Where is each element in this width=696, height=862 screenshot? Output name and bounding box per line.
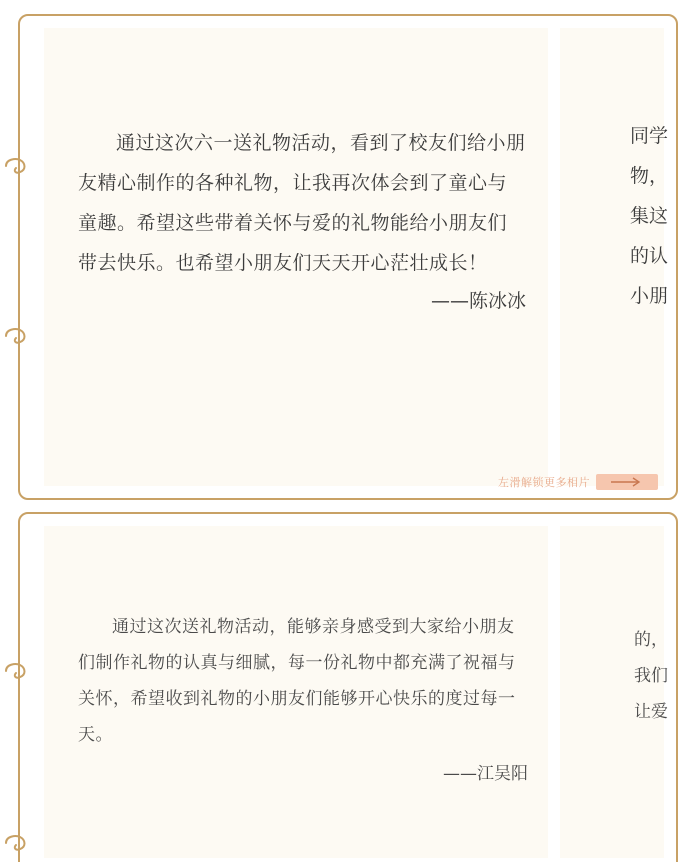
swipe-hint[interactable] <box>498 474 658 490</box>
preview-line: 物， <box>629 165 668 187</box>
next-card-preview-text <box>582 622 668 730</box>
preview-line: 的， <box>634 630 668 650</box>
memo-card[interactable] <box>18 14 678 500</box>
memo-signature: ——陈冰冰 <box>430 290 526 312</box>
preview-line: 集这 <box>629 205 668 227</box>
memo-paragraph: 通过这次六一送礼物活动，看到了校友们给小朋友精心制作的各种礼物，让我再次体会到了童心与童趣。希望这些带着关怀与爱的礼物能给小朋友们带去快乐。也希望小朋友们天天开心茫壮成长！ <box>78 132 526 274</box>
memo-signature: ——江吴阳 <box>443 764 528 784</box>
preview-line: 小朋 <box>629 285 668 307</box>
preview-line: 我们 <box>634 666 668 686</box>
memo-paragraph: 通过这次送礼物活动，能够亲身感受到大家给小朋友们制作礼物的认真与细腻，每一份礼物中都充满了祝福与关怀，希望收到礼物的小朋友们能够开心快乐的度过每一天。 <box>78 617 516 745</box>
preview-line: 的认 <box>629 245 668 267</box>
preview-line: 同学 <box>629 125 668 147</box>
swipe-hint-label: 左滑解锁更多相片 <box>498 476 590 489</box>
arrow-right-icon[interactable] <box>596 474 658 490</box>
next-card-preview-text <box>582 116 668 316</box>
memo-card[interactable] <box>18 512 678 862</box>
preview-line: 让爱 <box>634 702 668 722</box>
